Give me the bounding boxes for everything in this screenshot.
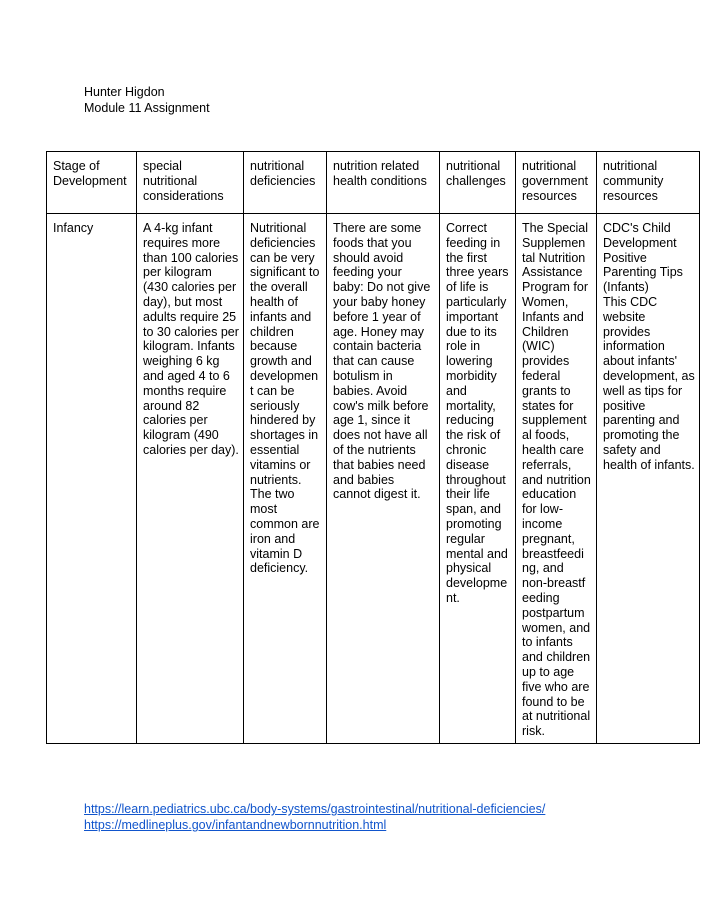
column-header-challenges: nutritional challenges [440,152,516,214]
cell-stage: Infancy [47,214,137,744]
cell-deficiencies: Nutritional deficiencies can be very significant to the overall health of infants and children because growth and developmen t can be seriously hindered by shortages in essential vitamins or nutrients. The two most common are iron and vitamin D deficiency. [244,214,327,744]
cell-considerations: A 4-kg infant requires more than 100 calories per kilogram (430 calories per day), but most adults require 25 to 30 calories per kilogram. Infants weighing 6 kg and aged 4 to 6 months require around 82 calories per kilogram (490 calories per day). [137,214,244,744]
column-header-stage: Stage of Development [47,152,137,214]
cell-government: The Special Supplemen tal Nutrition Assistance Program for Women, Infants and Children (WIC) provides federal grants to states for supplement al foods, health care referrals, and nutrition education for low-income pregnant, breastfeedi ng, and non-breastf eeding postpartum women, and to infants and children up to age five who are found to be at nutritional risk. [516,214,597,744]
link-ubc-pediatrics[interactable]: https://learn.pediatrics.ubc.ca/body-systems/gastrointestinal/nutritional-deficiencies/ [84,802,546,816]
column-header-deficiencies: nutritional deficiencies [244,152,327,214]
link-medlineplus[interactable]: https://medlineplus.gov/infantandnewbornnutrition.html [84,818,387,832]
cell-conditions: There are some foods that you should avoid feeding your baby: Do not give your baby honey before 1 year of age. Honey may contain bacteria that can cause botulism in babies. Avoid cow's milk before age 1, since it does not have all of the nutrients that babies need and babies cannot digest it. [327,214,440,744]
document-header [84,84,210,116]
column-header-community: nutritional community resources [597,152,700,214]
table-header-row [47,152,700,214]
column-header-conditions: nutrition related health conditions [327,152,440,214]
table-row [47,214,700,744]
author-name: Hunter Higdon [84,85,165,99]
cell-challenges: Correct feeding in the first three years of life is particularly important due to its role in lowering morbidity and mortality, reducing the risk of chronic disease throughout their life span, and promoting regular mental and physical developme nt. [440,214,516,744]
cell-community: CDC's Child Development Positive Parenting Tips (Infants) This CDC website provides information about infants' development, as well as tips for positive parenting and promoting the safety and health of infants. [597,214,700,744]
assignment-title: Module 11 Assignment [84,101,210,115]
reference-links [84,801,545,833]
column-header-considerations: special nutritional considerations [137,152,244,214]
nutrition-table [46,151,700,744]
column-header-government: nutritional government resources [516,152,597,214]
